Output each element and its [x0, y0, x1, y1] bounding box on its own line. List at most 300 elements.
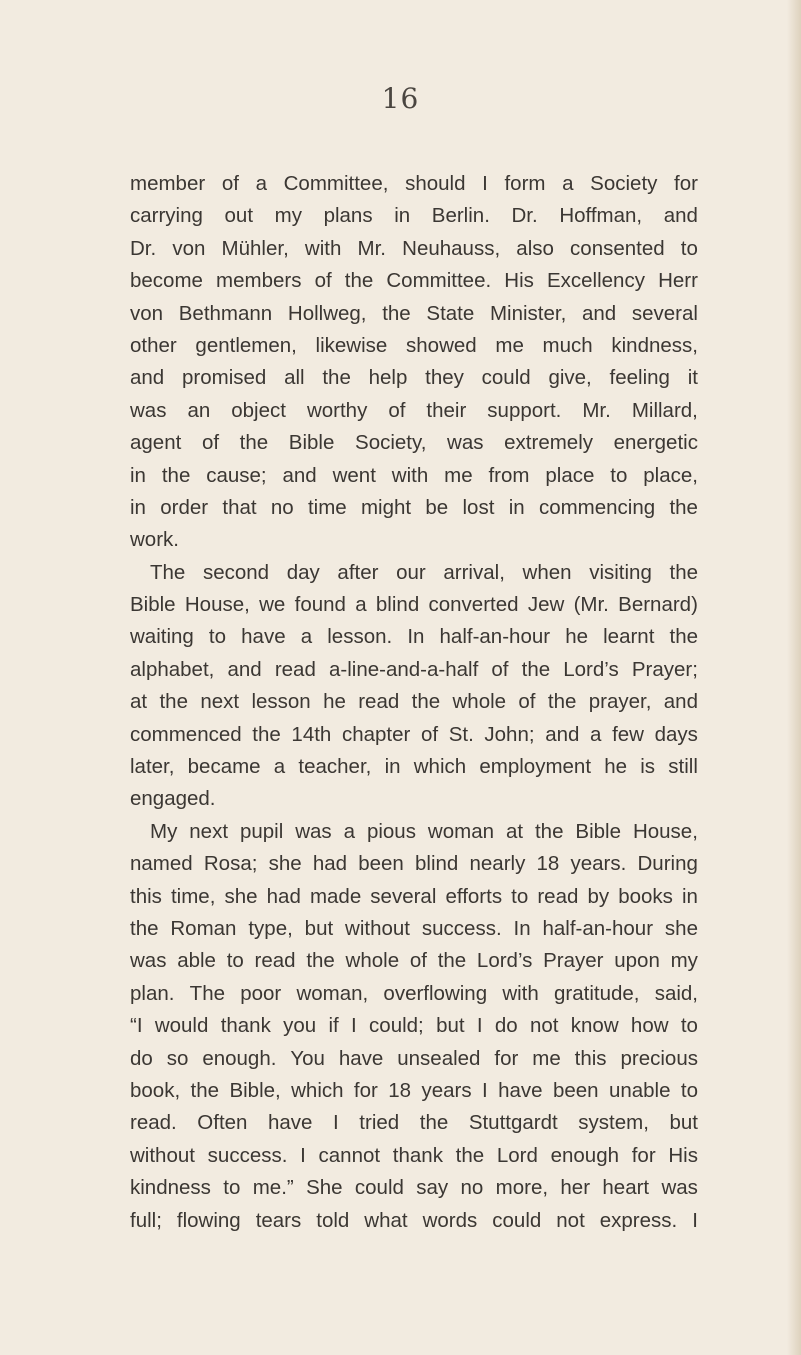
word: John;	[484, 722, 535, 746]
word: House,	[632, 819, 698, 843]
word: enough.	[202, 1046, 277, 1070]
word: a	[355, 593, 367, 617]
word: should	[405, 172, 466, 195]
word: unable	[608, 1078, 671, 1102]
word: Bible	[130, 593, 176, 617]
word: thank	[392, 1143, 443, 1167]
word: prayer,	[588, 690, 652, 714]
word: the	[252, 722, 281, 746]
word: (Mr.	[573, 593, 609, 617]
word: whole	[452, 690, 507, 714]
word: become	[130, 269, 203, 293]
word: in	[394, 204, 411, 228]
word: to	[226, 949, 244, 973]
word: next	[200, 690, 240, 714]
word: I	[481, 1078, 488, 1102]
word: form	[504, 172, 546, 195]
word: to	[511, 884, 529, 908]
word: waiting	[130, 625, 194, 649]
word: do	[494, 1014, 518, 1038]
word: kindness,	[611, 333, 698, 357]
word: system,	[578, 1111, 649, 1135]
word: energetic	[613, 431, 698, 455]
word: day	[286, 560, 320, 584]
word: help	[368, 366, 408, 390]
word: what	[364, 1208, 408, 1232]
word: have	[498, 1078, 543, 1102]
word: the	[455, 1143, 485, 1167]
word: the	[239, 431, 269, 455]
word: all	[284, 366, 305, 390]
word: extremely	[504, 431, 593, 455]
word: Stuttgardt	[468, 1111, 558, 1135]
text-line	[130, 168, 698, 200]
word: read	[358, 690, 400, 714]
word: the	[159, 690, 188, 714]
word: give,	[548, 366, 592, 390]
word: have	[241, 625, 286, 649]
word: a	[343, 819, 356, 843]
word: half-an-hour	[542, 916, 654, 940]
word: became	[187, 755, 261, 779]
word: the	[190, 1078, 220, 1102]
word: she	[664, 916, 698, 940]
word: His	[668, 1143, 698, 1167]
word: they	[425, 366, 464, 390]
text-line	[130, 654, 698, 686]
text-line	[130, 233, 698, 265]
word: named	[130, 852, 193, 876]
page-number: 16	[381, 82, 420, 115]
word: commencing	[538, 495, 656, 519]
word: Lord’s	[563, 657, 619, 681]
word: von	[172, 236, 206, 260]
word: a-line-and-a-half	[328, 657, 479, 681]
word: later,	[130, 755, 175, 779]
word: consented	[570, 236, 665, 260]
word: he	[565, 625, 588, 649]
word: he	[323, 690, 346, 714]
word: to	[223, 1176, 241, 1200]
word: teacher,	[298, 755, 372, 779]
word: Lord	[496, 1143, 538, 1167]
word: few	[612, 722, 644, 746]
word: was	[447, 431, 484, 455]
word: full;	[130, 1208, 162, 1232]
text-line	[130, 621, 698, 653]
word: that	[222, 495, 257, 519]
word: for	[353, 1078, 378, 1102]
word: of	[491, 657, 509, 681]
text-line	[130, 330, 698, 362]
word: read	[537, 884, 579, 908]
word: so	[166, 1046, 189, 1070]
word: words	[422, 1208, 478, 1232]
word: when	[522, 560, 572, 584]
word: he	[604, 755, 628, 779]
word: she	[224, 884, 258, 908]
word: do	[130, 1046, 153, 1070]
word: of	[221, 172, 239, 195]
word: made	[309, 884, 362, 908]
word: days	[654, 722, 698, 746]
word: Bible,	[229, 1078, 281, 1102]
word: Mr.	[582, 398, 611, 422]
word: object	[231, 398, 286, 422]
word: without	[345, 916, 411, 940]
word: found	[294, 593, 346, 617]
word: efforts	[445, 884, 503, 908]
word: could;	[369, 1014, 424, 1038]
word: would	[154, 1014, 209, 1038]
word: upon	[614, 949, 660, 973]
word: the	[534, 819, 564, 843]
text-line	[130, 686, 698, 718]
word: the	[669, 560, 698, 584]
word: The	[150, 560, 186, 584]
word: was	[130, 398, 167, 422]
word: no	[270, 495, 294, 519]
word: Lord’s	[476, 949, 533, 973]
word: Often	[197, 1111, 248, 1135]
word: flowing	[176, 1208, 241, 1232]
word: converted	[428, 593, 519, 617]
word: and	[581, 301, 617, 325]
word: I	[476, 1014, 483, 1038]
word: Dr.	[511, 204, 538, 228]
word: The	[189, 981, 225, 1005]
word: I	[692, 1208, 698, 1232]
text-line	[130, 200, 698, 232]
word: a	[273, 755, 286, 779]
word: Neuhauss,	[402, 236, 501, 260]
word: our	[396, 560, 426, 584]
word: time,	[170, 884, 216, 908]
word: Bernard)	[618, 593, 698, 617]
text-line	[130, 978, 698, 1010]
word: arrival,	[443, 560, 505, 584]
word: tried	[359, 1111, 400, 1135]
word: success.	[207, 1143, 288, 1167]
text-line	[130, 816, 698, 848]
word: I	[333, 1111, 339, 1135]
page-body	[130, 168, 698, 1237]
word: I	[351, 1014, 357, 1038]
word: nearly	[469, 852, 526, 876]
word: Committee.	[386, 269, 492, 293]
text-line	[130, 492, 698, 524]
text-line	[130, 751, 698, 783]
word: for	[494, 1046, 519, 1070]
text-line	[130, 1107, 698, 1139]
word: order	[160, 495, 209, 519]
word: told	[316, 1208, 350, 1232]
word: was	[661, 1176, 698, 1200]
word: Herr	[658, 269, 698, 293]
word: whole	[345, 949, 400, 973]
word: Society,	[355, 431, 427, 455]
word: been	[552, 1078, 599, 1102]
word: plan.	[130, 981, 175, 1005]
word: I	[482, 172, 488, 195]
word: of	[314, 269, 332, 293]
word: to	[680, 1014, 698, 1038]
text-line	[130, 719, 698, 751]
word: this	[130, 884, 162, 908]
word: member	[130, 172, 206, 195]
word: a	[255, 172, 267, 195]
word: me.”	[252, 1176, 294, 1200]
word: overflowing	[383, 981, 488, 1005]
word: me	[532, 1046, 561, 1070]
word: You	[290, 1046, 325, 1070]
word: half-an-hour	[439, 625, 551, 649]
word: the	[161, 463, 191, 487]
word: Mr.	[357, 236, 386, 260]
text-line	[130, 265, 698, 297]
word: In	[513, 916, 531, 940]
word: not	[529, 1014, 559, 1038]
word: precious	[620, 1046, 698, 1070]
text-line	[130, 1205, 698, 1237]
word: but	[436, 1014, 465, 1038]
text-line	[130, 460, 698, 492]
word: in	[130, 463, 146, 487]
word: in	[130, 495, 146, 519]
word: out	[224, 204, 254, 228]
text-line	[130, 362, 698, 394]
word: success.	[421, 916, 502, 940]
word: was	[130, 949, 167, 973]
word: I	[300, 1143, 306, 1167]
word: Committee,	[283, 172, 389, 195]
word: for	[674, 172, 698, 195]
word: other	[130, 333, 177, 357]
word: an	[187, 398, 211, 422]
word: but	[304, 916, 334, 940]
word: blind	[375, 593, 420, 617]
word: a	[590, 722, 602, 746]
word: also	[516, 236, 554, 260]
word: have	[268, 1111, 313, 1135]
word: a	[300, 625, 313, 649]
text-line	[130, 945, 698, 977]
word: might	[360, 495, 412, 519]
word: could	[492, 1208, 542, 1232]
word: 18	[536, 852, 560, 876]
word: been	[358, 852, 404, 876]
word: books	[618, 884, 673, 908]
word: woman	[427, 819, 494, 843]
word: if	[328, 1014, 339, 1038]
word: Roman	[170, 916, 237, 940]
word: much	[542, 333, 593, 357]
word: to	[680, 236, 698, 260]
word: Hoffman,	[559, 204, 643, 228]
word: in	[384, 755, 401, 779]
word: and	[130, 366, 165, 390]
word: tears	[255, 1208, 302, 1232]
word: not	[556, 1208, 585, 1232]
word: next	[189, 819, 229, 843]
word: more,	[495, 1176, 549, 1200]
word: at	[130, 690, 148, 714]
word: agent	[130, 431, 182, 455]
word: which	[413, 755, 467, 779]
word: Millard,	[631, 398, 698, 422]
word: poor	[240, 981, 282, 1005]
word: cannot	[318, 1143, 381, 1167]
word: years.	[570, 852, 627, 876]
word: commenced	[130, 722, 242, 746]
word: Society	[590, 172, 658, 195]
word: the	[322, 366, 351, 390]
word: Prayer;	[631, 657, 698, 681]
word: Prayer	[543, 949, 604, 973]
word: able	[177, 949, 216, 973]
word: employment	[479, 755, 592, 779]
text-line	[130, 589, 698, 621]
word: have	[338, 1046, 384, 1070]
word: book,	[130, 1078, 181, 1102]
word: time	[307, 495, 347, 519]
word: Bible	[575, 819, 622, 843]
word: but	[669, 1111, 698, 1135]
word: to	[610, 463, 628, 487]
word: House,	[184, 593, 250, 617]
word: and	[545, 722, 580, 746]
word: still	[668, 755, 698, 779]
word: of	[201, 431, 220, 455]
word: after	[337, 560, 379, 584]
word: could	[354, 1176, 404, 1200]
word: the	[437, 949, 467, 973]
word: it	[687, 366, 698, 390]
word: In	[407, 625, 425, 649]
text-line	[130, 913, 698, 945]
word: express.	[599, 1208, 678, 1232]
word: this	[574, 1046, 607, 1070]
word: you	[283, 1014, 317, 1038]
word: Mühler,	[221, 236, 289, 260]
word: cause;	[206, 463, 267, 487]
text-line	[130, 848, 698, 880]
word: lesson	[251, 690, 311, 714]
word: which	[291, 1078, 344, 1102]
word: my	[274, 204, 302, 228]
text-line	[130, 1140, 698, 1172]
word: could	[481, 366, 531, 390]
word: of	[388, 398, 406, 422]
word: Hollweg,	[287, 301, 367, 325]
word: kindness	[130, 1176, 211, 1200]
word: the	[382, 301, 411, 325]
word: me	[444, 463, 473, 487]
word: pious	[366, 819, 416, 843]
word: visiting	[589, 560, 652, 584]
text-line	[130, 1172, 698, 1204]
word: lost	[462, 495, 495, 519]
word: place	[545, 463, 595, 487]
word: several	[631, 301, 698, 325]
text-line	[130, 298, 698, 330]
word: alphabet,	[130, 657, 215, 681]
word: the	[344, 269, 374, 293]
word: Jew	[527, 593, 565, 617]
word: worthy	[306, 398, 368, 422]
word: the	[521, 657, 551, 681]
word: several	[370, 884, 437, 908]
word: of	[420, 722, 439, 746]
word: with	[391, 463, 429, 487]
word: My	[150, 819, 178, 843]
word: read	[274, 657, 316, 681]
word: is	[640, 755, 656, 779]
word: know	[570, 1014, 619, 1038]
word: chapter	[341, 722, 411, 746]
text-line	[130, 1010, 698, 1042]
text-line	[130, 1075, 698, 1107]
word: was	[295, 819, 332, 843]
word: carrying	[130, 204, 203, 228]
word: their	[426, 398, 467, 422]
word: the	[411, 690, 441, 714]
word: learnt	[603, 625, 655, 649]
word: and	[282, 463, 317, 487]
word: members	[216, 269, 302, 293]
word: had	[312, 852, 348, 876]
word: St.	[448, 722, 474, 746]
word: Minister,	[489, 301, 567, 325]
word: type,	[248, 916, 293, 940]
word: 14th	[291, 722, 332, 746]
word: from	[488, 463, 530, 487]
word: at	[505, 819, 524, 843]
word: of	[518, 690, 536, 714]
word: gentlemen,	[195, 333, 297, 357]
word: of	[409, 949, 427, 973]
word: with	[304, 236, 342, 260]
word: plans	[323, 204, 373, 228]
text-line	[130, 395, 698, 427]
word: said,	[654, 981, 698, 1005]
word: went	[332, 463, 376, 487]
word: Dr.	[130, 236, 157, 260]
word: the	[130, 916, 159, 940]
word: thank	[220, 1014, 271, 1038]
word: showed	[406, 333, 477, 357]
word: heart	[602, 1176, 650, 1200]
word: von	[130, 301, 164, 325]
word: second	[202, 560, 270, 584]
word: she	[268, 852, 302, 876]
word: 18	[388, 1078, 412, 1102]
word: to	[208, 625, 227, 649]
word: to	[680, 1078, 698, 1102]
word: She	[306, 1176, 343, 1200]
word: Bible	[288, 431, 335, 455]
word: feeling	[609, 366, 670, 390]
word: Excellency	[546, 269, 645, 293]
word: me	[495, 333, 524, 357]
word: her	[560, 1176, 591, 1200]
word: say	[416, 1176, 449, 1200]
word: read	[254, 949, 296, 973]
word: Berlin.	[431, 204, 490, 228]
word: enough	[550, 1143, 620, 1167]
word: for	[631, 1143, 656, 1167]
word: the	[669, 495, 698, 519]
